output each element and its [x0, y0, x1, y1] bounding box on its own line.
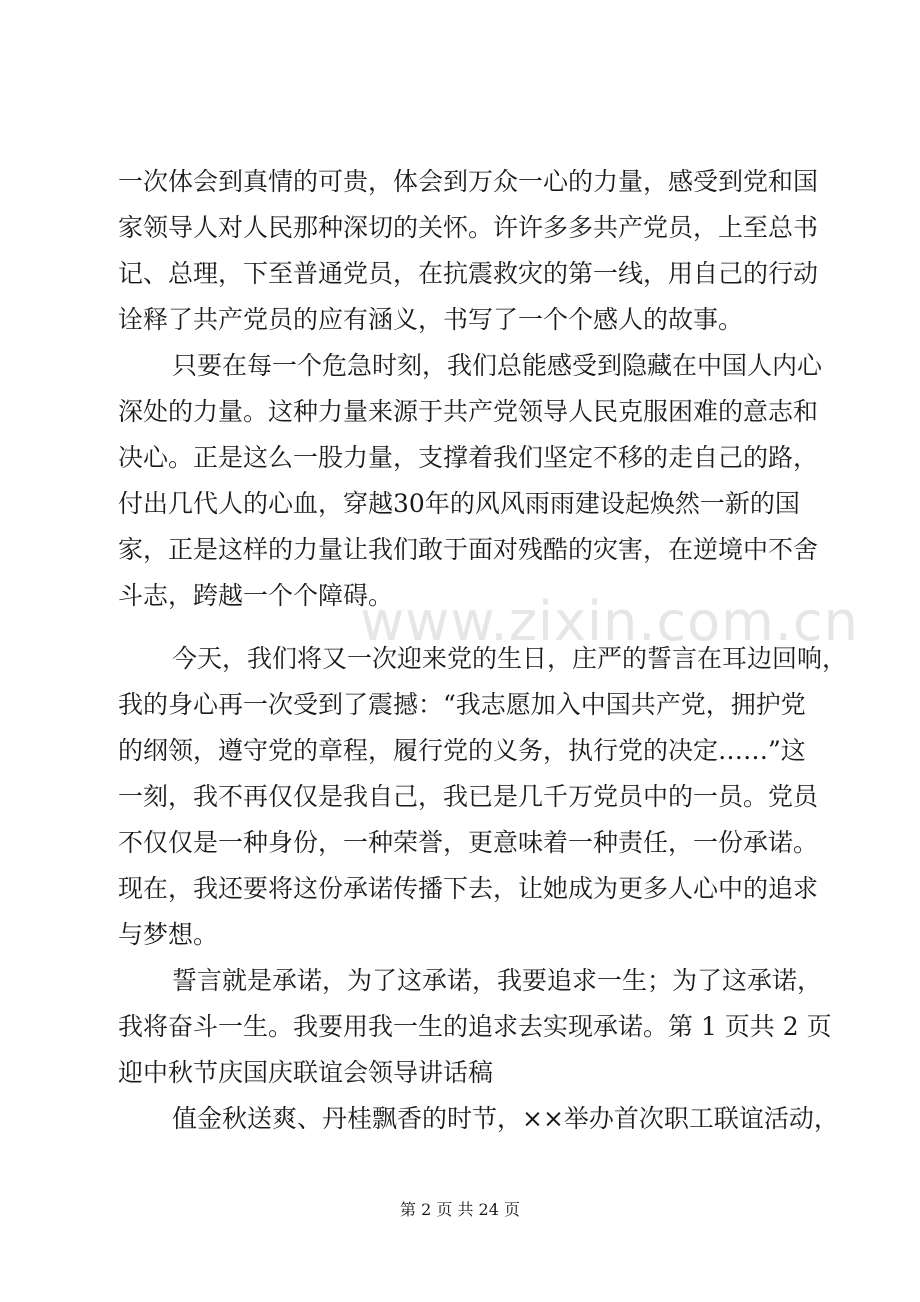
paragraph-line: 记、总理，下至普通党员，在抗震救灾的第一线，用自己的行动	[118, 259, 819, 288]
paragraph-line: 现在，我还要将这份承诺传播下去，让她成为更多人心中的追求	[118, 874, 819, 903]
paragraph-line: 只要在每一个危急时刻，我们总能感受到隐藏在中国人内心	[172, 351, 823, 380]
paragraph-line: 我将奋斗一生。我要用我一生的追求去实现承诺。第 1 页共 2 页	[118, 1012, 832, 1041]
paragraph-line: 深处的力量。这种力量来源于共产党领导人民克服困难的意志和	[118, 397, 819, 426]
paragraph-line: 不仅仅是一种身份，一种荣誉，更意味着一种责任，一份承诺。	[118, 828, 819, 857]
paragraph-line: 誓言就是承诺，为了这承诺，我要追求一生；为了这承诺，	[172, 966, 823, 995]
page-footer: 第 2 页 共 24 页	[400, 1200, 520, 1219]
paragraph-line: 诠释了共产党员的应有涵义，书写了一个个感人的故事。	[118, 305, 744, 334]
watermark: www.zixin.com.cn	[360, 590, 859, 653]
paragraph-line: 今天，我们将又一次迎来党的生日，庄严的誓言在耳边回响，	[172, 644, 848, 673]
paragraph-line: 值金秋送爽、丹桂飘香的时节，××举办首次职工联谊活动，	[172, 1104, 839, 1133]
paragraph-line: 家，正是这样的力量让我们敢于面对残酷的灾害，在逆境中不舍	[118, 535, 819, 564]
paragraph-line: 我的身心再一次受到了震撼：“我志愿加入中国共产党，拥护党	[118, 690, 806, 719]
paragraph-line: 家领导人对人民那种深切的关怀。许许多多共产党员，上至总书	[118, 213, 819, 242]
paragraph-line: 决心。正是这么一股力量，支撑着我们坚定不移的走自己的路，	[118, 443, 819, 472]
paragraph-line: 斗志，跨越一个个障碍。	[118, 581, 394, 610]
paragraph-line: 付出几代人的心血，穿越30年的风风雨雨建设起焕然一新的国	[118, 489, 800, 518]
paragraph-line: 一刻，我不再仅仅是我自己，我已是几千万党员中的一员。党员	[118, 782, 819, 811]
paragraph-line: 一次体会到真情的可贵，体会到万众一心的力量，感受到党和国	[118, 167, 819, 196]
paragraph-line: 与梦想。	[118, 920, 219, 949]
section-title: 迎中秋节庆国庆联谊会领导讲话稿	[118, 1058, 494, 1087]
paragraph-line: 的纲领，遵守党的章程，履行党的义务，执行党的决定……”这	[118, 736, 806, 765]
